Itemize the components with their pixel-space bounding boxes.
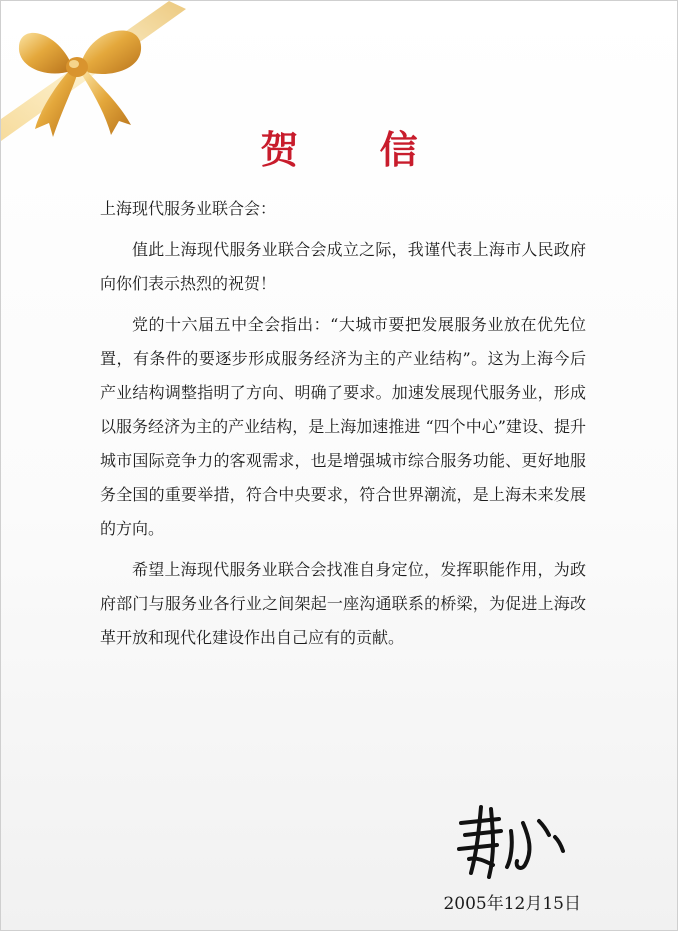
- letter-paragraph-1: 值此上海现代服务业联合会成立之际，我谨代表上海市人民政府向你们表示热烈的祝贺！: [100, 240, 586, 293]
- letter-body: [100, 192, 586, 655]
- letter-date: 2005年12月15日: [443, 894, 581, 914]
- letter-paragraph-3: 希望上海现代服务业联合会找准自身定位，发挥职能作用，为政府部门与服务业各行业之间架起一座沟通联系的桥梁，为促进上海改革开放和现代化建设作出自己应有的贡献。: [100, 560, 586, 647]
- letter-paragraph-2: 党的十六届五中全会指出：“大城市要把发展服务业放在优先位置，有条件的要逐步形成服务经济为主的产业结构”。这为上海今后产业结构调整指明了方向、明确了要求。加速发展现代服务业，形成以服务经济为主的产业结构，是上海加速推进 “四个中心”建设、提升城市国际竞争力的客观需求，也是增强城市综合服务功能、更好地服务全国的重要举措，符合中央要求，符合世界潮流，是上海未来发展的方向。: [100, 315, 586, 538]
- handwritten-signature: [451, 801, 571, 881]
- letter-title: 贺 信: [260, 127, 452, 172]
- letter-salutation: 上海现代服务业联合会：: [100, 199, 277, 218]
